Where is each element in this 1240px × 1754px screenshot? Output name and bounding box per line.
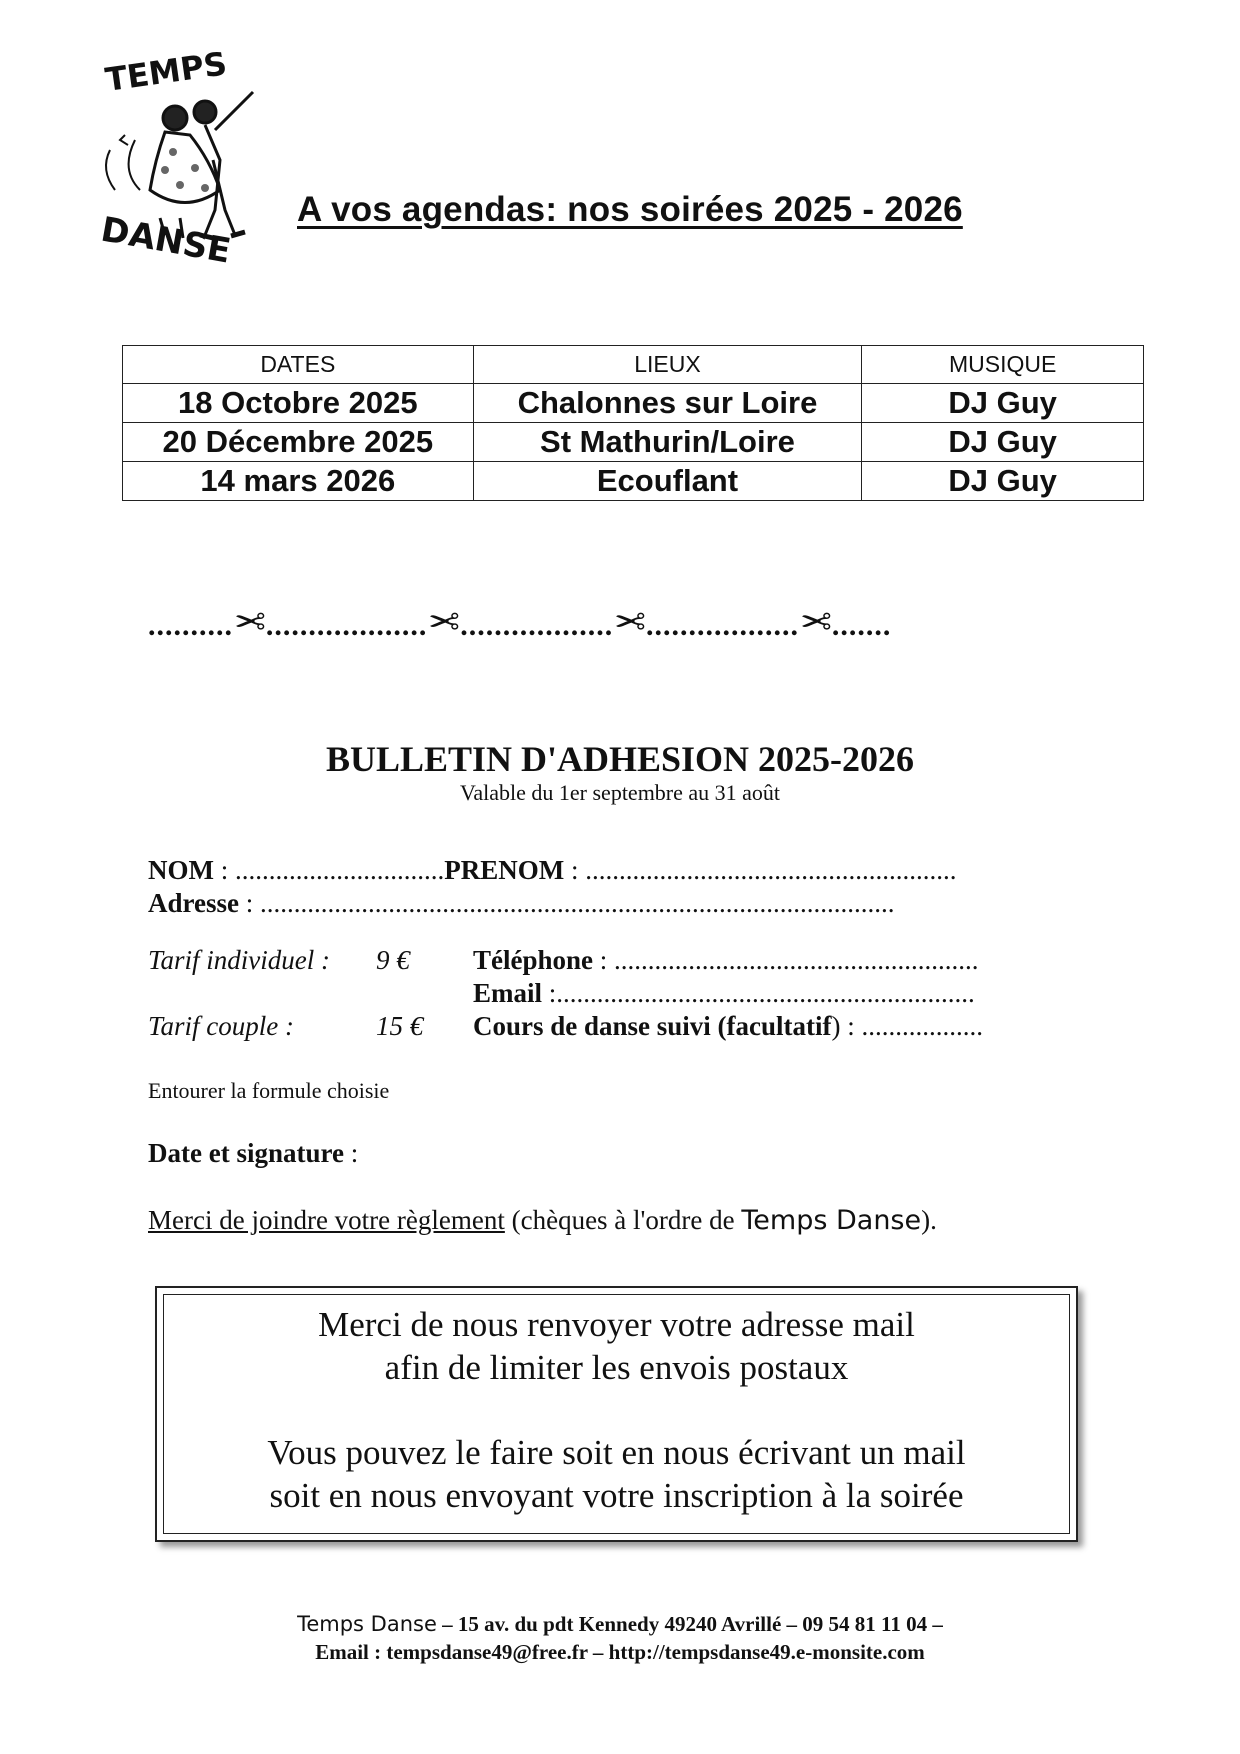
notice-line-3: Vous pouvez le faire soit en nous écrivant un mail	[267, 1433, 966, 1472]
adresse-line: Adresse : ..............................................................................................	[148, 888, 895, 918]
cours-label: Cours de danse suivi (facultatif	[473, 1011, 832, 1041]
event-date: 20 Décembre 2025	[123, 423, 474, 462]
notice-line-4: soit en nous envoyant votre inscription à la soirée	[269, 1476, 964, 1515]
event-place: St Mathurin/Loire	[473, 423, 862, 462]
email-notice-box	[155, 1286, 1078, 1542]
events-table	[122, 345, 1144, 501]
notice-line-2: afin de limiter les envois postaux	[384, 1348, 849, 1387]
event-music: DJ Guy	[862, 384, 1144, 423]
table-row	[123, 462, 1144, 501]
adresse-field[interactable]: ..............................................................................................	[260, 888, 895, 918]
header-dates: DATES	[123, 346, 474, 384]
events-table-header	[123, 346, 1144, 384]
payment-note: Merci de joindre votre règlement (chèques à l'ordre de Temps Danse).	[148, 1205, 937, 1236]
tarif-couple-price: 15 €	[376, 1011, 424, 1041]
bulletin-title: BULLETIN D'ADHESION 2025-2026	[325, 739, 915, 779]
nom-prenom-line: NOM : ...............................PRENOM : .......................................................	[148, 855, 957, 885]
scissors-icon: ✂	[233, 602, 266, 644]
footer-brand: Temps Danse	[297, 1612, 437, 1636]
prenom-label: PRENOM	[444, 855, 565, 885]
bulletin-subtitle: Valable du 1er septembre au 31 août	[459, 780, 781, 805]
table-row	[123, 384, 1144, 423]
tarif-individuel-label: Tarif individuel :	[148, 945, 331, 975]
date-signature-line: Date et signature :	[148, 1138, 359, 1168]
payment-brand: Temps Danse	[741, 1205, 922, 1236]
event-date: 14 mars 2026	[123, 462, 474, 501]
payment-note-underlined: Merci de joindre votre règlement	[148, 1205, 505, 1235]
scissors-icon: ✂	[613, 602, 647, 644]
event-place: Chalonnes sur Loire	[473, 384, 862, 423]
header-musique: MUSIQUE	[862, 346, 1144, 384]
tarif-individuel-price: 9 €	[376, 945, 410, 975]
email-field[interactable]: ..............................................................	[556, 978, 975, 1008]
notice-line-1: Merci de nous renvoyer votre adresse mail	[318, 1305, 915, 1344]
entourer-note: Entourer la formule choisie	[148, 1078, 390, 1103]
agenda-title: A vos agendas: nos soirées 2025 - 2026	[297, 190, 963, 229]
logo-bottom-text: DANSE	[97, 209, 234, 272]
nom-label: NOM	[148, 855, 214, 885]
nom-field[interactable]: ...............................	[235, 855, 445, 885]
event-music: DJ Guy	[862, 423, 1144, 462]
email-line: Email :..............................................................	[473, 978, 975, 1008]
adresse-label: Adresse	[148, 888, 239, 918]
tarif-couple-label: Tarif couple :	[148, 1011, 295, 1041]
event-music: DJ Guy	[862, 462, 1144, 501]
scissors-icon: ✂	[799, 602, 832, 644]
telephone-line: Téléphone : ......................................................	[473, 945, 979, 975]
prenom-field[interactable]: .......................................................	[585, 855, 957, 885]
temps-danse-logo	[95, 40, 285, 275]
event-place: Ecouflant	[473, 462, 862, 501]
scissors-icon: ✂	[427, 602, 461, 644]
header-lieux: LIEUX	[473, 346, 862, 384]
telephone-label: Téléphone	[473, 945, 594, 975]
cours-field[interactable]: ..................	[861, 1011, 984, 1041]
footer-address: – 15 av. du pdt Kennedy 49240 Avrillé – 09 54 81 11 04 –	[436, 1612, 943, 1636]
table-row	[123, 423, 1144, 462]
footer-line-2: Email : tempsdanse49@free.fr – http://tempsdanse49.e-monsite.com	[315, 1640, 925, 1664]
date-signature-label: Date et signature	[148, 1138, 344, 1168]
footer-line-1	[0, 1612, 1240, 1637]
cut-line: ..........✂...................✂..................✂..................✂.......	[148, 602, 892, 644]
event-date: 18 Octobre 2025	[123, 384, 474, 423]
logo-top-text: TEMPS	[102, 44, 230, 99]
cours-line: Cours de danse suivi (facultatif) : ..................	[473, 1011, 984, 1041]
email-label: Email	[473, 978, 543, 1008]
telephone-field[interactable]: ......................................................	[614, 945, 979, 975]
